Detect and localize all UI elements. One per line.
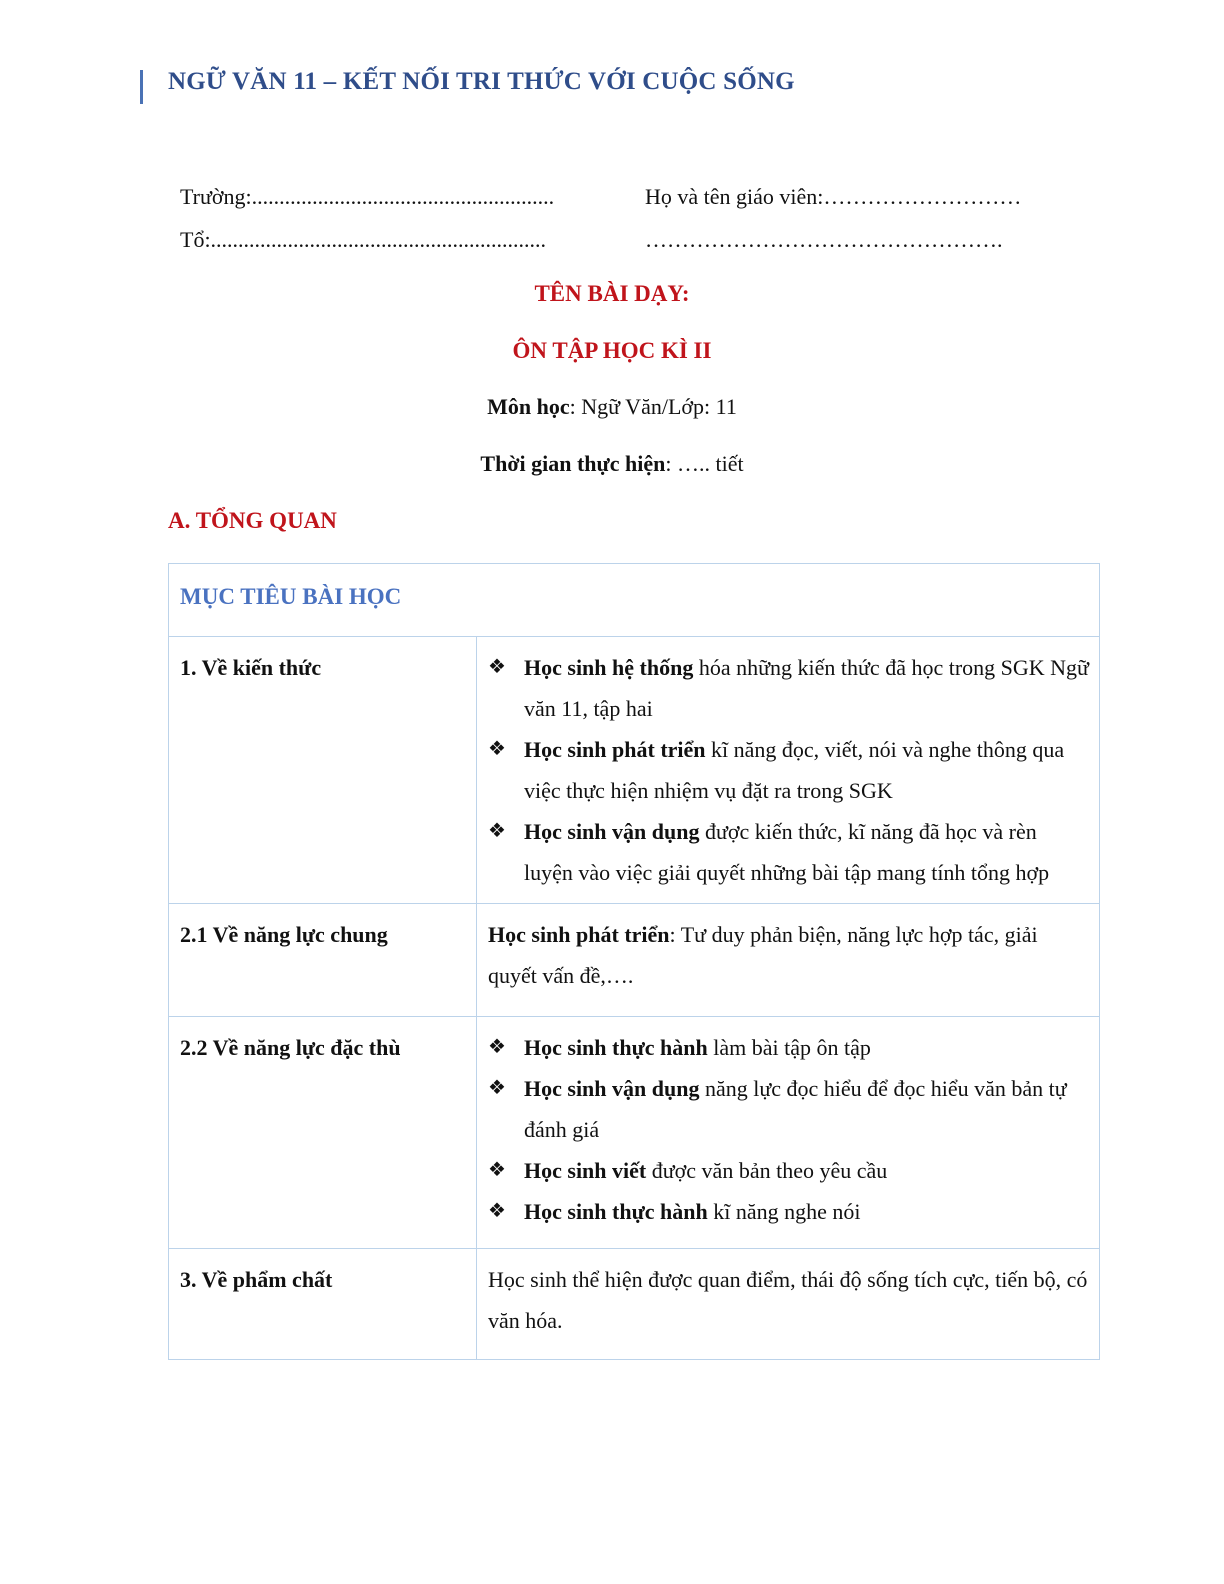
bullet-item (488, 811, 1089, 893)
diamond-bullet-icon: ❖ (488, 1077, 506, 1099)
objectives-table (168, 563, 1100, 1360)
row-label: 1. Về kiến thức (169, 637, 477, 904)
subject-line (0, 394, 1224, 420)
lesson-name: ÔN TẬP HỌC KÌ II (512, 338, 712, 363)
bullet-lead: Học sinh thực hành (524, 1035, 708, 1060)
document-header-title: NGỮ VĂN 11 – KẾT NỐI TRI THỨC VỚI CUỘC SỐNG (168, 68, 795, 95)
table-header-row (169, 564, 1100, 637)
subject-label: Môn học (487, 394, 570, 419)
subject-value: : Ngữ Văn/Lớp: 11 (569, 394, 737, 419)
diamond-bullet-icon: ❖ (488, 1159, 506, 1181)
teacher-name-field-continued: …………………………………………. (645, 227, 1003, 252)
diamond-bullet-icon: ❖ (488, 656, 506, 678)
row-label: 3. Về phẩm chất (169, 1249, 477, 1360)
bullet-item (488, 1068, 1089, 1150)
bullet-text: làm bài tập ôn tập (707, 1035, 871, 1060)
bullet-list (488, 1027, 1089, 1232)
bullet-text: kĩ năng đọc, viết, nói và nghe thông qua việc thực hiện nhiệm vụ đặt ra trong SGK (524, 737, 1065, 803)
section-a-title: A. TỔNG QUAN (168, 508, 337, 533)
bullet-text: được văn bản theo yêu cầu (646, 1158, 888, 1183)
bullet-lead: Học sinh vận dụng (524, 1076, 700, 1101)
bullet-item (488, 1027, 1089, 1068)
table-row (169, 904, 1100, 1017)
lesson-label: TÊN BÀI DẠY: (534, 281, 690, 306)
bullet-lead: Học sinh phát triển (524, 737, 706, 762)
table-row (169, 1249, 1100, 1360)
bullet-item (488, 729, 1089, 811)
row-label: 2.1 Về năng lực chung (169, 904, 477, 1017)
time-line (0, 451, 1224, 477)
row-text: : Tư duy phản biện, năng lực hợp tác, giải quyết vấn đề,…. (488, 922, 1038, 988)
row-content: Học sinh thể hiện được quan điểm, thái độ sống tích cực, tiến bộ, có văn hóa. (477, 1249, 1100, 1360)
table-row (169, 1017, 1100, 1249)
row-lead: Học sinh phát triển (488, 922, 670, 947)
table-row (169, 637, 1100, 904)
bullet-text: được kiến thức, kĩ năng đã học và rèn luyện vào việc giải quyết những bài tập mang tính tổng hợp (524, 819, 1050, 885)
diamond-bullet-icon: ❖ (488, 820, 506, 842)
bullet-item (488, 1191, 1089, 1232)
bullet-lead: Học sinh thực hành (524, 1199, 708, 1224)
row-content (477, 1017, 1100, 1249)
header-accent-bar (140, 70, 143, 104)
bullet-lead: Học sinh hệ thống (524, 655, 694, 680)
group-field: Tổ:............................................................. (180, 227, 547, 252)
bullet-text: hóa những kiến thức đã học trong SGK Ngữ văn 11, tập hai (524, 655, 1089, 721)
bullet-text: năng lực đọc hiểu để đọc hiểu văn bản tự đánh giá (524, 1076, 1067, 1142)
row-content (477, 637, 1100, 904)
bullet-item (488, 647, 1089, 729)
bullet-lead: Học sinh vận dụng (524, 819, 700, 844)
diamond-bullet-icon: ❖ (488, 1036, 506, 1058)
bullet-item (488, 1150, 1089, 1191)
diamond-bullet-icon: ❖ (488, 738, 506, 760)
bullet-text: kĩ năng nghe nói (707, 1199, 861, 1224)
time-value: : ….. tiết (665, 451, 744, 476)
row-content (477, 904, 1100, 1017)
diamond-bullet-icon: ❖ (488, 1200, 506, 1222)
row-label: 2.2 Về năng lực đặc thù (169, 1017, 477, 1249)
school-field: Trường:....................................................... (180, 184, 555, 209)
bullet-list (488, 647, 1089, 893)
table-header: MỤC TIÊU BÀI HỌC (169, 564, 1100, 637)
time-label: Thời gian thực hiện (480, 451, 666, 476)
teacher-name-field: Họ và tên giáo viên:……………………… (645, 184, 1022, 209)
bullet-lead: Học sinh viết (524, 1158, 647, 1183)
